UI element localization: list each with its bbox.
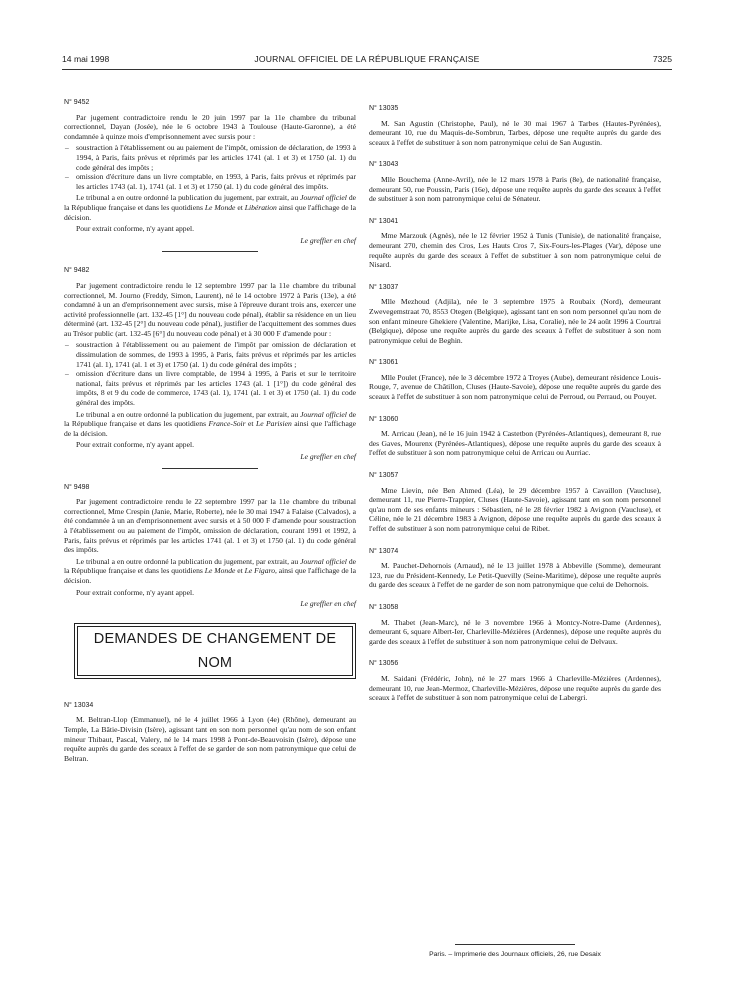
text-run: , ainsi que l'affichage de la décision. [64,566,356,585]
publication-paragraph [64,193,356,222]
offense-list [64,143,356,191]
separator-rule [162,251,258,252]
conformity-line: Pour extrait conforme, n'y ayant appel. [76,587,194,597]
text-run: Le tribunal a en outre ordonné la publication du jugement, par extrait, au [76,556,301,566]
notice-number: N° 13057 [369,472,399,480]
notice-13057 [369,471,661,534]
notice-13041 [369,217,661,270]
left-column [64,98,356,777]
text-run: Le tribunal a en outre ordonné la publication du jugement, par extrait, au [76,409,301,419]
notice-9482 [64,266,356,468]
notice-paragraph: M. Thabet (Jean-Marc), né le 3 novembre 1966 à Montcy-Notre-Dame (Ardennes), demeurant 6, square Albert-Ier, Charleville-Mézières (Ardennes), dépose une requête auprès du garde des sceaux à l'effet de substituer à son nom patronymique celui de Delvaux. [369,617,661,646]
notice-13058 [369,603,661,646]
notice-13060 [369,415,661,458]
conformity-line: Pour extrait conforme, n'y ayant appel. [76,440,194,450]
offense-item: – soustraction à l'établissement ou au paiement de l'impôt par omission de déclaration et dissimulation de sommes, de 1993 à 1995, à Paris, faits prévus et réprimés par les articles 1741 (al. 1), 1741 (al. 1 et 3) et 1750 (al. 1) du code général des impôts ; [64,340,356,369]
header-title: JOURNAL OFFICIEL DE LA RÉPUBLIQUE FRANÇAISE [254,54,480,64]
notice-paragraph: M. Arricau (Jean), né le 16 juin 1942 à Castetbon (Pyrénées-Atlantiques), demeurant 8, rue des Gaves, Mourenx (Pyrénées-Atlantiques), dépose une requête auprès du garde des sceaux à l'effet de substituer à son nom patronymique celui de Arricau ou Aurriac. [369,429,661,458]
footer-rule [455,944,575,945]
notice-number: N° 13041 [369,217,399,225]
notice-13034 [64,701,356,764]
notice-number: N° 9452 [64,99,90,106]
notice-13074 [369,547,661,590]
offense-list [64,340,356,407]
notice-number: N° 13056 [369,660,399,668]
notice-paragraph: Mlle Mezhoud (Adjila), née le 3 septembre 1975 à Roubaix (Nord), demeurant Zwevegemstraat 70, 8553 Otegen (Belgique), agissant tant en son nom personnel qu'au nom de son enfant mineure Ghekiere (Valentine, Marijke, Lisa, Coralie), née le 24 août 1996 à Courtrai (Belgique), dépose une requête auprès du garde des sceaux à l'effet de substituer à son nom patronymique celui de Beghin. [369,297,661,345]
notice-paragraph: Mme Marzouk (Agnès), née le 12 février 1952 à Tunis (Tunisie), de nationalité française, demeurant 270, chemin des Cros, Les Hauts Cros 7, Six-Fours-les-Plages (Var), dépose une requête auprès du garde des sceaux à l'effet de substituer à son nom patronymique celui de Nisard. [369,231,661,270]
text-run: ainsi que l'affichage de la décision. [64,202,356,222]
journal-name: Journal officiel [300,409,347,419]
notice-13043 [369,160,661,203]
newspaper-name: France-Soir [208,419,246,429]
header-date: 14 mai 1998 [62,54,110,64]
offense-item: – soustraction à l'établissement ou au paiement de l'impôt, omission de déclaration, de 1993 à 1994, à Paris, faits prévus et réprimés par les articles 1741 (al. 1 et 3) et 1750 (al. 1) du code général des impôts ; [64,143,356,172]
notice-9498 [64,483,356,609]
printer-imprint: Paris. – Imprimerie des Journaux officiels, 26, rue Desaix [429,951,601,958]
text-run: Le tribunal a en outre ordonné la publication du jugement, par extrait, au [76,193,301,203]
publication-paragraph [64,410,356,439]
notice-9452 [64,98,356,252]
conformity-line: Pour extrait conforme, n'y ayant appel. [76,224,194,234]
newspaper-name: Libération [244,202,277,212]
notice-paragraph: M. Beltran-Llop (Emmanuel), né le 4 juillet 1966 à Lyon (4e) (Rhône), demeurant au Temple, La Bâtie-Divisin (Isère), agissant tant en son nom personnel qu'au nom de son enfant mineur Thibaut, Pascal, Valery, né le 14 mars 1998 à Pont-de-Beauvoisin (Isère), dépose une requête auprès du garde des sceaux à l'effet de se garder de son nom patronymique que celui de Beltran. [64,715,356,763]
page-header [62,55,672,70]
notice-13037 [369,283,661,346]
page-footer [369,944,661,960]
offense-item: – omission d'écriture dans un livre comptable, de 1994 à 1995, à Paris et sur le territoire national, faits prévus et réprimés par les articles 1743 (al. 1 [1°]) du code général des impôts, 8 et 9 du code de commerce, 1743 (al. 1), 1741 (al. 1 et 3) et 1750 (al. 1) du code général des impôts. [64,369,356,407]
text-run: ainsi que l'affichage de la décision. [64,419,356,438]
notice-number: N° 13074 [369,547,399,555]
section-title-box [74,623,356,679]
signature-line: Le greffier en chef [300,599,356,609]
publication-paragraph [64,557,356,586]
notice-paragraph: Par jugement contradictoire rendu le 20 juin 1997 par la 11e chambre du tribunal correctionnel, Dayan (Josée), née le 6 octobre 1943 à Toulouse (Haute-Garonne), a été condamnée à quinze mois d'emprisonnement avec sursis pour : [64,112,356,141]
journal-name: Journal officiel [300,556,347,566]
notice-number: N° 13060 [369,415,399,423]
notice-13061 [369,358,661,401]
offense-item: – omission d'écriture dans un livre comptable, en 1993, à Paris, faits prévus et réprimés par les articles 1743 (al. 1), 1741 (al. 1 et 3) et 1750 (al. 1) du code général des impôts. [64,172,356,191]
newspaper-name: Le Figaro [244,566,275,576]
signature-line: Le greffier en chef [300,452,356,461]
notice-paragraph: Mlle Poulet (France), née le 3 décembre 1972 à Troyes (Aube), demeurant résidence Louis-Rouge, 7, avenue de Châtillon, Cluses (Haute-Savoie), dépose une requête auprès du garde des sceaux à l'effet de substituer à son nom patronymique celui de Perroud, ou Perraud, ou Pouyet. [369,372,661,402]
notice-number: N° 9482 [64,267,90,275]
text-run: de la République française et dans les quotidiens [64,409,356,429]
text-run: et [235,566,245,576]
right-column [369,104,661,716]
text-run: de la République française et dans les quotidiens [64,556,356,576]
newspaper-name: Le Monde [204,202,236,212]
notice-number: N° 9498 [64,483,90,491]
header-page-number: 7325 [652,54,672,64]
notice-number: N° 13061 [369,359,399,367]
notice-paragraph: M. San Agustin (Christophe, Paul), né le 30 mai 1967 à Tarbes (Hautes-Pyrénées), demeurant 10, rue du Maquis-de-Sombrun, Tarbes, dépose une requête auprès du garde des sceaux à l'effet de substituer à son nom patronymique celui de San Augustin. [369,118,661,147]
newspaper-name: Le Parisien [255,419,292,429]
newspaper-name: Le Monde [204,566,236,576]
notice-number: N° 13034 [64,701,94,709]
notice-paragraph: M. Saidani (Frédéric, John), né le 27 mars 1966 à Charleville-Mézières (Ardennes), demeurant 10, rue Jean-Mermoz, Charleville-Mézières, dépose une requête auprès du garde des sceaux à l'effet de substituer à son nom patronymique celui de Labergri. [369,673,661,703]
section-title: DEMANDES DE CHANGEMENT DE NOM [77,626,353,676]
journal-name: Journal officiel [300,193,347,203]
notice-13035 [369,104,661,147]
notice-paragraph: M. Pauchet-Dehornois (Arnaud), né le 13 juillet 1978 à Abbeville (Somme), demeurant 123, rue du Président-Kennedy, Le Petit-Quevilly (Seine-Maritime), dépose une requête auprès du garde des sceaux à l'effet de ne garder de son nom patronymique que celui de Dehornois. [369,561,661,590]
notice-number: N° 13058 [369,603,399,611]
notice-number: N° 13037 [369,283,399,291]
notice-number: N° 13043 [369,161,399,169]
notice-paragraph: Mme Lievin, née Ben Ahmed (Léa), le 29 décembre 1957 à Cavaillon (Vaucluse), demeurant 11, rue Pierre-Trappier, Cluses (Haute-Savoie), agissant tant en son nom personnel qu'au nom de ses enfants mineurs : Sébastien, né le 28 février 1982 à Avignon (Vaucluse), et Céline, née le 21 décembre 1983 à Avignon, dépose une requête auprès du garde des sceaux à l'effet de substituer à son nom patronymique celui de Ribet. [369,485,661,533]
notice-paragraph: Par jugement contradictoire rendu le 12 septembre 1997 par la 11e chambre du tribunal correctionnel, M. Journo (Freddy, Simon, Laurent), né le 14 octobre 1972 à Paris (13e), a été condamné à un an d'emprisonnement avec sursis, mise à l'épreuve durant trois ans, exercer une activité professionnelle (art. 132-45 [1°] du nouveau code pénal), établir sa résidence en un lieu déterminé (art. 132-45 [2°] du nouveau code pénal), justifier de l'acquittement des sommes dues au Trésor public (art. 132-45 [6°] du nouveau code pénal) et à 30 000 F d'amende pour : [64,280,356,338]
text-run: et [235,202,245,212]
separator-rule [162,468,258,469]
notice-number: N° 13035 [369,105,399,112]
notice-13056 [369,659,661,702]
notice-paragraph: Par jugement contradictoire rendu le 22 septembre 1997 par la 11e chambre du tribunal correctionnel, Mme Crespin (Janie, Marie, Roberte), née le 30 mai 1947 à Falaise (Calvados), a été condamnée à un an d'emprisonnement avec sursis et à 50 000 F d'amende pour soustraction à l'établissement ou au paiement de l'impôt, omission de déclaration, courant 1991 et 1992, à Paris, faits prévus et réprimés par les articles 1741 (al. 1 et 3) et 1750 (al. 1) du code général des impôts. [64,497,356,555]
text-run: de la République française et dans les quotidiens [64,193,356,212]
notice-paragraph: Mlle Bouchema (Anne-Avril), née le 12 mars 1978 à Paris (8e), de nationalité française, demeurant 50, rue Poussin, Paris (16e), dépose une requête auprès du garde des sceaux à l'effet de substituer à son nom patronymique celui de Sénateur. [369,174,661,204]
signature-line: Le greffier en chef [300,235,356,245]
text-run: et [245,419,256,429]
